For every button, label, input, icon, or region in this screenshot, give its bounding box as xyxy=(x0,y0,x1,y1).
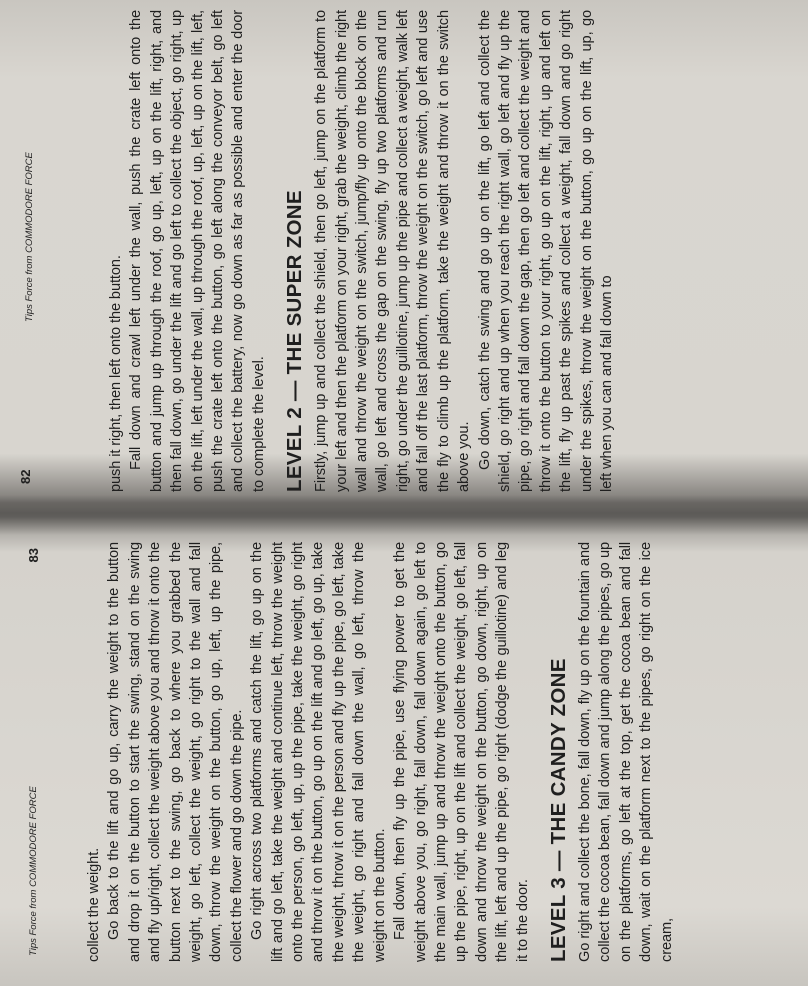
paragraph: Go right and collect the bone, fall down, fly up on the fountain and collect the cocoa bean, fall down and jump along the pipes, go up on the platforms, go left at the top, get the cocoa bean and fall down, wait on the platform next to the pipes, go right on the ice cream, xyxy=(576,542,675,962)
paragraph: Fall down and crawl left under the wall, push the crate left onto the button and jump up through the roof, go up, left, up on the lift, right, and then fall down, go under the lift and go left to collect the object, go right, up on the lift, left under the wall, up through the roof, up, left, up on the lift, left, push the crate left onto the button, go left along the conveyor belt, go left and collect the battery, now go down as far as possible and enter the door to complete the level. xyxy=(128,10,267,492)
page-83 xyxy=(24,542,804,962)
page-body xyxy=(84,542,677,962)
paragraph: Firstly, jump up and collect the shield, then go left, jump on the platform to your left and then the platform on your right, grab the weight, climb the right wall and throw the weight on the switch, jump/fly up onto the block on the wall, go left and cross the gap on the swing, fly up two platforms and run right, go under the guillotine, jump up the pipe and collect a weight, walk left and fall off the last platform, throw the weight on the switch, go left and use the fly to climb up the platform, take the weight and throw it on the switch above you. xyxy=(313,10,473,492)
page-82 xyxy=(14,10,794,492)
paragraph: push it right, then left onto the button. xyxy=(108,255,124,492)
section-heading: LEVEL 2 — THE SUPER ZONE xyxy=(283,190,307,492)
paragraph: Go right across two platforms and catch the lift, go up on the lift and go left, take the weight and continue left, throw the weight onto the person, go left, up, up the pipe, take the weight, go right and throw it on the button, go up on the lift and go left, go up, take the weight, throw it on the person and fly up the pipe, go left, take the weight, go right and fall down the wall, go left, throw the weight on the button. xyxy=(249,542,388,962)
page-body xyxy=(106,10,617,492)
running-credit: Tips Force from COMMODORE FORCE xyxy=(24,152,35,322)
section-heading: LEVEL 3 — THE CANDY ZONE xyxy=(546,658,570,962)
book-gutter xyxy=(0,495,808,535)
running-credit: Tips Force from COMMODORE FORCE xyxy=(28,786,39,956)
paragraph: collect the weight. xyxy=(86,847,102,962)
paragraph: Go down, catch the swing and go up on the lift, go left and collect the shield, go right and up when you reach the right wall, go left and fly up the pipe, go right and fall down the gap, then go left and collect the weight and throw it onto the button to your right, go up on the lift, right, up and left on the lift, fly up past the spikes and collect a weight, fall down and go right under the spikes, throw the weight on the button, go up on the lift, up, go left when you can and fall down to xyxy=(476,10,615,492)
paragraph: Go back to the lift and go up, carry the weight to the button and drop it on the button to start the swing, stand on the swing and fly up/right, collect the weight above you and throw it onto the button next to the swing, go back to where you grabbed the weight, go left, collect the weight, go right to the wall and fall down, throw the weight on the button, go up, left, up the pipe, collect the flower and go down the pipe. xyxy=(106,542,245,962)
paragraph: Fall down, then fly up the pipe, use flying power to get the weight above you, go right, fall down, fall down again, go left to the main wall, jump up and throw the weight onto the button, go up the pipe, right, up on the lift and collect the weight, go left, fall down and throw the weight on the button, go down, right, up on the lift, left and up the pipe, go right (dodge the guillotine) and leg it to the door. xyxy=(392,542,531,962)
page-number: 83 xyxy=(26,548,41,563)
page-number: 82 xyxy=(18,469,33,484)
